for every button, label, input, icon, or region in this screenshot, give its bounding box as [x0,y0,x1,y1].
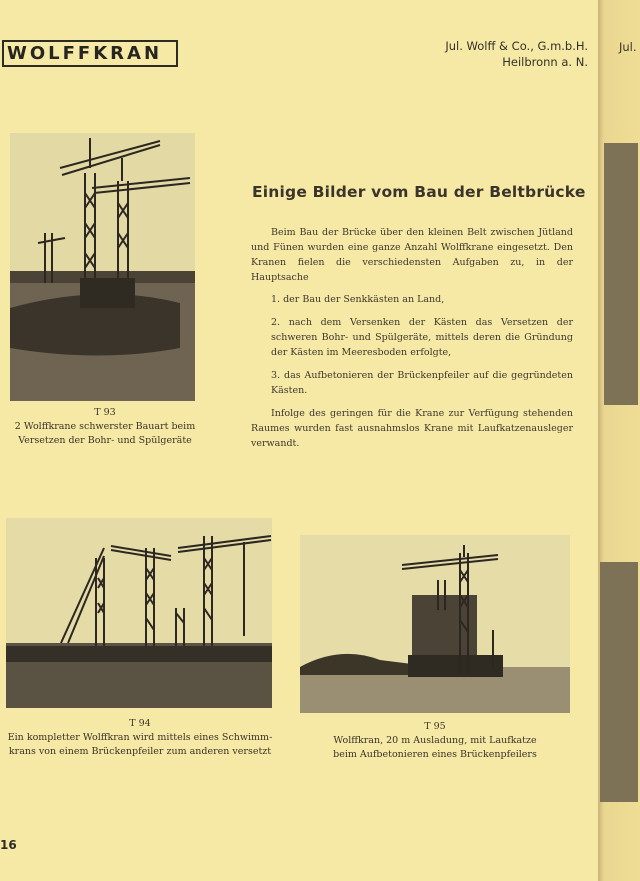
caption-t95-line2: beim Aufbetonieren eines Brückenpfeilers [333,749,537,760]
intro-paragraph: Beim Bau der Brücke über den kleinen Belt zwischen Jütland und Fünen wurden eine ganze Anzahl Wolffkrane eingesetzt. Den Kranen fielen die verschiedensten Aufgaben zu, in der Hauptsache [251,227,573,283]
article-title: Einige Bilder vom Bau der Beltbrücke [252,183,586,201]
adjacent-page-photo-top [604,143,638,405]
caption-t95 [300,720,570,762]
outro-paragraph: Infolge des geringen für die Krane zur Verfügung stehenden Raumes wurden fast ausnahmslos Krane mit Laufkatzenausleger verwandt. [251,408,573,449]
page-number: 16 [0,838,17,852]
caption-t93-line2: Versetzen der Bohr- und Spülgeräte [18,435,192,446]
article-body [251,225,573,458]
company-address [400,38,588,70]
company-city: Heilbronn a. N. [502,55,588,69]
photo-t93 [10,133,195,401]
caption-t95-line1: Wolffkran, 20 m Ausladung, mit Laufkatze [333,735,537,746]
photo-t95 [300,535,570,713]
caption-t94-line2: krans von einem Brückenpfeiler zum anderen versetzt [8,746,272,757]
caption-t93 [0,406,210,448]
adjacent-page-photo-bottom [600,562,638,802]
caption-t93-line1: 2 Wolffkrane schwerster Bauart beim [14,421,196,432]
figure-id-t93: T 93 [94,407,116,418]
caption-t94-line1: Ein kompletter Wolffkran wird mittels eines Schwimm- [7,732,273,743]
list-item: 1. der Bau der Senkkästen an Land, [271,294,445,305]
figure-id-t94: T 94 [129,718,151,729]
caption-t94 [0,717,280,759]
adjacent-page-header: Jul. [619,40,637,54]
photo-t94 [6,518,272,708]
figure-id-t95: T 95 [424,721,446,732]
wolffkran-logo: WOLFFKRAN [2,40,178,67]
list-item: 3. das Aufbetonieren der Brückenpfeiler auf die gegründeten Kästen. [271,370,573,396]
list-item: 2. nach dem Versenken der Kästen das Versetzen der schweren Bohr- und Spülgeräte, mittels deren die Gründung der Kästen im Meeresboden erfolgte, [271,317,573,358]
company-name: Jul. Wolff & Co., G.m.b.H. [445,39,588,53]
